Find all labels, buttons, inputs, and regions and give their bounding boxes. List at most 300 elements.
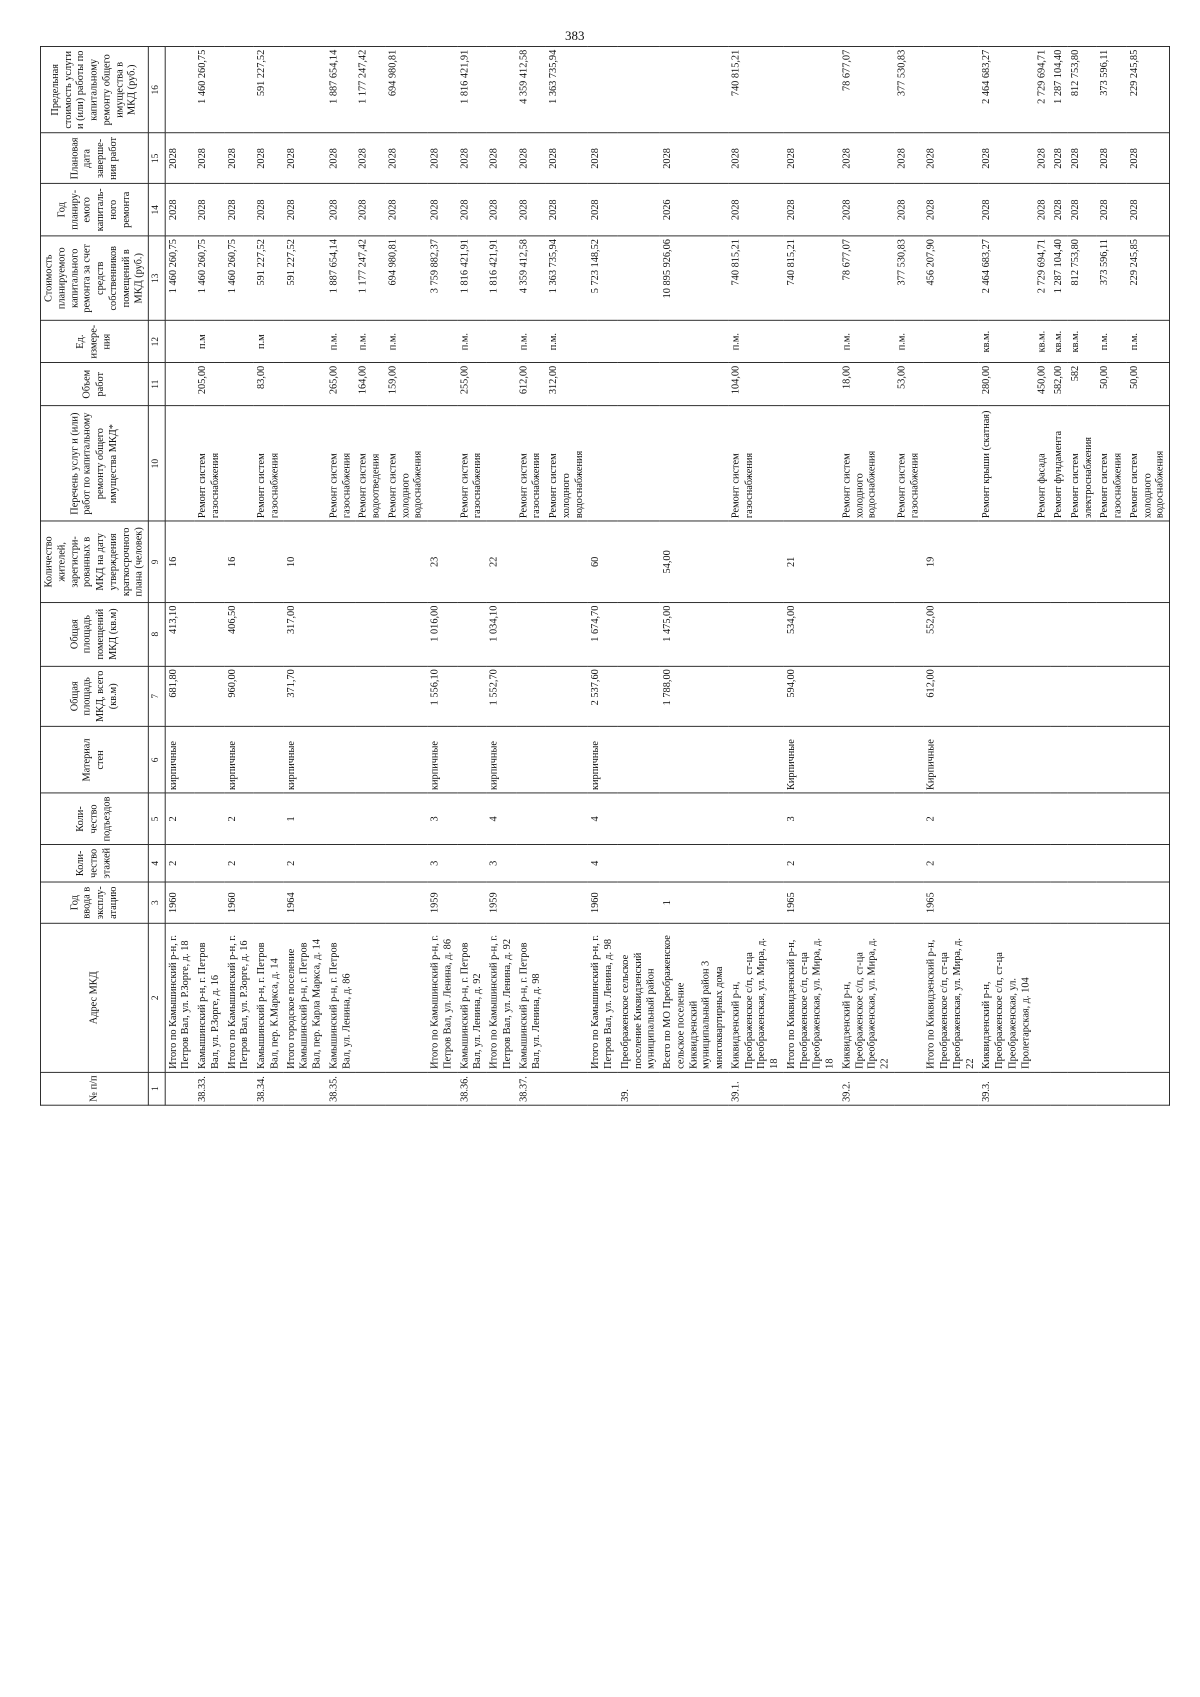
table-row bbox=[588, 46, 618, 1105]
table-cell bbox=[1051, 727, 1068, 794]
table-cell: 53,00 bbox=[894, 363, 924, 406]
table-cell: 2028 bbox=[326, 133, 356, 184]
table-cell bbox=[839, 793, 894, 844]
table-cell: 38.35. bbox=[326, 1072, 356, 1105]
table-row bbox=[355, 46, 385, 1105]
table-cell bbox=[254, 845, 284, 882]
table-cell: п.м. bbox=[1127, 321, 1170, 363]
table-cell bbox=[1127, 602, 1170, 666]
table-cell bbox=[283, 406, 325, 521]
table-cell: 164,00 bbox=[355, 363, 385, 406]
table-cell: 2028 bbox=[516, 133, 546, 184]
table-cell bbox=[979, 727, 1034, 794]
table-cell bbox=[617, 406, 659, 521]
table-row bbox=[617, 46, 659, 1105]
table-cell bbox=[728, 666, 783, 727]
table-cell: 1 363 735,94 bbox=[545, 46, 587, 133]
table-cell: 22 bbox=[486, 521, 516, 602]
table-cell: 2028 bbox=[1051, 184, 1068, 236]
table-cell: 694 980,81 bbox=[385, 46, 427, 133]
table-cell: 371,70 bbox=[283, 666, 325, 727]
table-cell bbox=[617, 184, 659, 236]
table-cell: 2 bbox=[165, 845, 195, 882]
table-cell bbox=[660, 46, 728, 133]
table-cell bbox=[195, 666, 225, 727]
table-cell bbox=[588, 1072, 618, 1105]
table-cell bbox=[924, 363, 979, 406]
table-cell bbox=[545, 666, 587, 727]
table-cell: 2028 bbox=[355, 133, 385, 184]
table-cell bbox=[617, 666, 659, 727]
table-cell: 582 bbox=[1068, 363, 1098, 406]
table-cell bbox=[660, 1072, 728, 1105]
table-cell: 406,50 bbox=[224, 602, 254, 666]
table-cell bbox=[728, 521, 783, 602]
table-cell: п.м bbox=[254, 321, 284, 363]
table-cell: 159,00 bbox=[385, 363, 427, 406]
table-cell bbox=[1127, 727, 1170, 794]
table-cell: 2028 bbox=[1097, 133, 1127, 184]
table-cell: 1 556,10 bbox=[427, 666, 457, 727]
table-cell bbox=[545, 882, 587, 923]
table-cell: 740 815,21 bbox=[728, 46, 783, 133]
table-cell: 413,10 bbox=[165, 602, 195, 666]
table-cell: 2028 bbox=[588, 133, 618, 184]
column-number: 3 bbox=[148, 882, 164, 923]
table-cell: Ремонт систем газоснабжения bbox=[326, 406, 356, 521]
table-cell bbox=[283, 363, 325, 406]
table-cell: 50,00 bbox=[1127, 363, 1170, 406]
table-cell bbox=[728, 793, 783, 844]
table-cell: 78 677,07 bbox=[839, 46, 894, 133]
table-cell: 2 464 683,27 bbox=[979, 46, 1034, 133]
table-cell: п.м. bbox=[1097, 321, 1127, 363]
table-cell: 2028 bbox=[728, 133, 783, 184]
table-cell bbox=[385, 882, 427, 923]
table-cell: 1 475,00 bbox=[660, 602, 728, 666]
table-row bbox=[979, 46, 1034, 1105]
table-cell bbox=[1068, 1072, 1098, 1105]
table-cell: 1 816 421,91 bbox=[457, 236, 487, 321]
table-cell bbox=[1127, 793, 1170, 844]
table-cell: 312,00 bbox=[545, 363, 587, 406]
table-cell bbox=[427, 363, 457, 406]
table-cell: 1 816 421,91 bbox=[486, 236, 516, 321]
table-cell bbox=[1034, 727, 1051, 794]
table-cell bbox=[326, 882, 356, 923]
table-cell bbox=[979, 521, 1034, 602]
table-cell: Ремонт систем холодного водоснабжения bbox=[1127, 406, 1170, 521]
table-cell: п.м. bbox=[839, 321, 894, 363]
table-cell: 2028 bbox=[516, 184, 546, 236]
table-cell bbox=[457, 882, 487, 923]
column-header: Коли-чество подъездов bbox=[40, 793, 148, 844]
table-cell: Итого по Камышинский р-н, г. Петров Вал, ул. Р.Зорге, д. 18 bbox=[165, 923, 195, 1072]
table-cell bbox=[254, 882, 284, 923]
table-cell: 456 207,90 bbox=[924, 236, 979, 321]
table-row bbox=[516, 46, 546, 1105]
table-cell bbox=[457, 666, 487, 727]
table-cell bbox=[839, 602, 894, 666]
table-cell: Ремонт систем газоснабжения bbox=[516, 406, 546, 521]
table-cell: 3 759 882,37 bbox=[427, 236, 457, 321]
table-cell bbox=[254, 666, 284, 727]
table-cell bbox=[588, 321, 618, 363]
table-cell: 612,00 bbox=[516, 363, 546, 406]
table-cell bbox=[427, 321, 457, 363]
table-cell: 2028 bbox=[1068, 184, 1098, 236]
table-cell bbox=[783, 1072, 838, 1105]
table-cell: 1965 bbox=[783, 882, 838, 923]
table-cell: 4 359 412,58 bbox=[516, 46, 546, 133]
table-cell: 16 bbox=[165, 521, 195, 602]
table-cell bbox=[924, 321, 979, 363]
table-cell bbox=[224, 46, 254, 133]
table-cell: п.м. bbox=[355, 321, 385, 363]
table-row bbox=[427, 46, 457, 1105]
table-cell: кв.м. bbox=[1068, 321, 1098, 363]
table-cell bbox=[839, 666, 894, 727]
table-cell: 2028 bbox=[839, 133, 894, 184]
table-cell: 2028 bbox=[1068, 133, 1098, 184]
table-cell: 2028 bbox=[165, 133, 195, 184]
table-cell bbox=[385, 923, 427, 1072]
column-number: 16 bbox=[148, 46, 164, 133]
table-row bbox=[1051, 46, 1068, 1105]
column-header: Количество жителей, зарегистри-рованных в МКД на дату утверждения краткосрочного плана (человек) bbox=[40, 521, 148, 602]
column-header: Общая площадь МКД, всего (кв.м) bbox=[40, 666, 148, 727]
table-cell: 1 460 260,75 bbox=[224, 236, 254, 321]
table-cell bbox=[355, 727, 385, 794]
table-cell bbox=[486, 1072, 516, 1105]
column-number: 8 bbox=[148, 602, 164, 666]
column-header: № п/п bbox=[40, 1072, 148, 1105]
table-cell bbox=[1051, 666, 1068, 727]
table-cell bbox=[924, 1072, 979, 1105]
table-cell: 78 677,07 bbox=[839, 236, 894, 321]
table-cell: 2028 bbox=[783, 184, 838, 236]
table-cell: 2026 bbox=[660, 184, 728, 236]
table-cell: 2028 bbox=[283, 133, 325, 184]
table-cell: 38.36. bbox=[457, 1072, 487, 1105]
table-cell: 377 530,83 bbox=[894, 236, 924, 321]
table-cell: Камышинский р-н, г. Петров Вал, ул. Ленина, д. 92 bbox=[457, 923, 487, 1072]
column-number: 2 bbox=[148, 923, 164, 1072]
table-cell bbox=[457, 521, 487, 602]
table-cell bbox=[588, 406, 618, 521]
table-cell: Камышинский р-н, г. Петров Вал, ул. Р.Зорге, д. 16 bbox=[195, 923, 225, 1072]
column-header: Общая площадь помещений МКД (кв.м) bbox=[40, 602, 148, 666]
table-row bbox=[839, 46, 894, 1105]
table-cell: 591 227,52 bbox=[283, 236, 325, 321]
table-cell: кв.м. bbox=[1051, 321, 1068, 363]
table-cell: 2 464 683,27 bbox=[979, 236, 1034, 321]
table-cell bbox=[839, 521, 894, 602]
table-cell: 1 bbox=[660, 882, 728, 923]
table-cell: 4 359 412,58 bbox=[516, 236, 546, 321]
table-cell: 104,00 bbox=[728, 363, 783, 406]
table-cell: 2028 bbox=[1034, 184, 1051, 236]
table-cell: Камышинский р-н, г. Петров Вал, пер. К.Маркса, д. 14 bbox=[254, 923, 284, 1072]
table-cell: 2 bbox=[224, 793, 254, 844]
table-cell: Ремонт систем холодного водоснабжения bbox=[839, 406, 894, 521]
table-cell: 2 537,60 bbox=[588, 666, 618, 727]
table-cell: 4 bbox=[486, 793, 516, 844]
table-cell bbox=[1034, 521, 1051, 602]
table-cell bbox=[355, 666, 385, 727]
table-row bbox=[283, 46, 325, 1105]
table-cell bbox=[1051, 521, 1068, 602]
table-cell: п.м. bbox=[894, 321, 924, 363]
table-cell bbox=[516, 666, 546, 727]
table-cell: 2028 bbox=[1127, 133, 1170, 184]
table-cell: Ремонт фундамента bbox=[1051, 406, 1068, 521]
table-cell: 38.33. bbox=[195, 1072, 225, 1105]
table-cell: 2 bbox=[924, 845, 979, 882]
table-stage bbox=[40, 46, 1170, 1676]
table-cell: 2028 bbox=[1034, 133, 1051, 184]
table-cell: 377 530,83 bbox=[894, 46, 924, 133]
table-cell bbox=[165, 406, 195, 521]
table-cell: 2 729 694,71 bbox=[1034, 236, 1051, 321]
column-header: Ед. измере-ния bbox=[40, 321, 148, 363]
table-cell bbox=[355, 602, 385, 666]
table-row bbox=[894, 46, 924, 1105]
table-cell bbox=[224, 363, 254, 406]
table-cell: 2028 bbox=[1097, 184, 1127, 236]
table-cell bbox=[195, 793, 225, 844]
table-cell bbox=[385, 1072, 427, 1105]
table-cell: Ремонт систем газоснабжения bbox=[1097, 406, 1127, 521]
table-row bbox=[224, 46, 254, 1105]
table-cell: 4 bbox=[588, 845, 618, 882]
table-cell bbox=[728, 727, 783, 794]
column-number: 13 bbox=[148, 236, 164, 321]
table-cell bbox=[486, 46, 516, 133]
table-cell: Итого по Камышинский р-н, г. Петров Вал, ул. Ленина, д. 86 bbox=[427, 923, 457, 1072]
table-cell: 3 bbox=[486, 845, 516, 882]
table-cell: Ремонт систем газоснабжения bbox=[254, 406, 284, 521]
column-number: 10 bbox=[148, 406, 164, 521]
table-cell bbox=[894, 602, 924, 666]
table-cell: п.м. bbox=[545, 321, 587, 363]
table-row bbox=[1127, 46, 1170, 1105]
table-cell bbox=[894, 521, 924, 602]
table-cell bbox=[1097, 602, 1127, 666]
table-cell: 205,00 bbox=[195, 363, 225, 406]
table-cell bbox=[1051, 882, 1068, 923]
table-cell bbox=[1034, 845, 1051, 882]
table-cell bbox=[1034, 1072, 1051, 1105]
table-body bbox=[165, 46, 1170, 1105]
table-cell bbox=[1097, 845, 1127, 882]
table-cell bbox=[165, 363, 195, 406]
table-cell: п.м. bbox=[516, 321, 546, 363]
column-header: Материал стен bbox=[40, 727, 148, 794]
table-cell: 39. bbox=[617, 1072, 659, 1105]
table-cell: 2028 bbox=[839, 184, 894, 236]
table-cell: 10 895 926,06 bbox=[660, 236, 728, 321]
table-cell bbox=[1034, 602, 1051, 666]
table-cell: Ремонт систем газоснабжения bbox=[195, 406, 225, 521]
table-cell bbox=[1127, 845, 1170, 882]
table-cell bbox=[1068, 521, 1098, 602]
table-cell: кирпичные bbox=[588, 727, 618, 794]
table-cell bbox=[617, 727, 659, 794]
table-row bbox=[783, 46, 838, 1105]
table-cell bbox=[355, 882, 385, 923]
table-cell bbox=[516, 882, 546, 923]
table-cell bbox=[894, 1072, 924, 1105]
table-cell bbox=[326, 727, 356, 794]
table-cell: 38.34. bbox=[254, 1072, 284, 1105]
table-cell bbox=[545, 521, 587, 602]
table-cell bbox=[783, 406, 838, 521]
table-cell: 60 bbox=[588, 521, 618, 602]
column-number: 9 bbox=[148, 521, 164, 602]
table-cell: 1 363 735,94 bbox=[545, 236, 587, 321]
table-cell: 2028 bbox=[588, 184, 618, 236]
table-cell: 373 596,11 bbox=[1097, 236, 1127, 321]
table-cell: 2028 bbox=[427, 184, 457, 236]
table-cell bbox=[355, 521, 385, 602]
table-cell: 2 bbox=[165, 793, 195, 844]
table-cell: 960,00 bbox=[224, 666, 254, 727]
table-cell: кирпичные bbox=[283, 727, 325, 794]
table-cell bbox=[617, 521, 659, 602]
table-cell: 1965 bbox=[924, 882, 979, 923]
table-row bbox=[254, 46, 284, 1105]
table-cell bbox=[283, 46, 325, 133]
table-cell: 1 460 260,75 bbox=[195, 236, 225, 321]
table-cell bbox=[617, 882, 659, 923]
table-cell: Итого по Киквидзенский р-н, Преображенское с/п, ст-ца Преображенская, ул. Мира, д. 18 bbox=[783, 923, 838, 1072]
table-cell bbox=[617, 321, 659, 363]
table-cell bbox=[894, 845, 924, 882]
table-row bbox=[1097, 46, 1127, 1105]
table-row bbox=[326, 46, 356, 1105]
table-cell: Камышинский р-н, г. Петров Вал, ул. Ленина, д. 98 bbox=[516, 923, 546, 1072]
table-cell bbox=[195, 882, 225, 923]
table-cell bbox=[1068, 882, 1098, 923]
table-cell bbox=[195, 845, 225, 882]
table-cell: 1 287 104,40 bbox=[1051, 236, 1068, 321]
table-cell bbox=[224, 1072, 254, 1105]
table-cell: 2028 bbox=[326, 184, 356, 236]
column-header: Адрес МКД bbox=[40, 923, 148, 1072]
table-cell bbox=[979, 845, 1034, 882]
table-cell: 694 980,81 bbox=[385, 236, 427, 321]
table-cell bbox=[283, 1072, 325, 1105]
table-cell: 54,00 bbox=[660, 521, 728, 602]
table-cell: 2028 bbox=[486, 133, 516, 184]
table-cell: 1 887 654,14 bbox=[326, 46, 356, 133]
table-cell: 3 bbox=[427, 793, 457, 844]
table-cell bbox=[545, 727, 587, 794]
table-cell: Всего по МО Преображенское сельское поселение Киквидзенский муниципальный район 3 многоквартирных дома bbox=[660, 923, 728, 1072]
table-cell: 2028 bbox=[545, 133, 587, 184]
table-cell: Ремонт систем холодного водоснабжения bbox=[545, 406, 587, 521]
table-cell: 2028 bbox=[254, 133, 284, 184]
table-cell: 2028 bbox=[427, 133, 457, 184]
table-cell: 255,00 bbox=[457, 363, 487, 406]
table-cell: 534,00 bbox=[783, 602, 838, 666]
table-cell: Итого по Киквидзенский р-н, Преображенское с/п, ст-ца Преображенская, ул. Мира, д. 22 bbox=[924, 923, 979, 1072]
table-cell: 2028 bbox=[385, 133, 427, 184]
table-cell: 16 bbox=[224, 521, 254, 602]
table-row bbox=[165, 46, 195, 1105]
table-cell: 5 723 148,52 bbox=[588, 236, 618, 321]
table-cell bbox=[1097, 1072, 1127, 1105]
table-row bbox=[1034, 46, 1051, 1105]
table-cell: 39.1. bbox=[728, 1072, 783, 1105]
table-cell bbox=[660, 363, 728, 406]
table-cell bbox=[326, 666, 356, 727]
table-cell: 229 245,85 bbox=[1127, 236, 1170, 321]
table-cell: 582,00 bbox=[1051, 363, 1068, 406]
table-cell: 812 753,80 bbox=[1068, 236, 1098, 321]
table-cell: п.м. bbox=[326, 321, 356, 363]
table-row bbox=[486, 46, 516, 1105]
table-cell bbox=[660, 727, 728, 794]
table-cell bbox=[427, 406, 457, 521]
table-cell: Киквидзенский р-н, Преображенское с/п, ст-ца Преображенская, ул. Мира, д. 18 bbox=[728, 923, 783, 1072]
table-cell bbox=[1051, 793, 1068, 844]
table-cell bbox=[1097, 666, 1127, 727]
table-cell bbox=[728, 845, 783, 882]
table-cell: 83,00 bbox=[254, 363, 284, 406]
table-cell: п.м bbox=[195, 321, 225, 363]
table-cell: 2028 bbox=[924, 133, 979, 184]
table-cell bbox=[427, 1072, 457, 1105]
table-cell bbox=[979, 882, 1034, 923]
column-number: 1 bbox=[148, 1072, 164, 1105]
table-cell: кирпичные bbox=[224, 727, 254, 794]
table-cell: Ремонт систем холодного водоснабжения bbox=[385, 406, 427, 521]
table-cell: 2028 bbox=[457, 184, 487, 236]
table-cell: Итого по Камышинский р-н, г. Петров Вал, ул. Ленина, д. 92 bbox=[486, 923, 516, 1072]
table-cell bbox=[283, 321, 325, 363]
table-cell bbox=[783, 321, 838, 363]
table-cell: Киквидзенский р-н, Преображенское с/п, ст-ца Преображенская, ул. Мира, д. 22 bbox=[839, 923, 894, 1072]
column-number: 7 bbox=[148, 666, 164, 727]
table-cell: Ремонт систем газоснабжения bbox=[894, 406, 924, 521]
column-header: Объем работ bbox=[40, 363, 148, 406]
table-cell: 2028 bbox=[979, 133, 1034, 184]
table-cell bbox=[839, 845, 894, 882]
table-cell: Итого городское поселение Камышинский р-н, г. Петров Вал, пер. Карла Маркса, д. 14 bbox=[283, 923, 325, 1072]
table-cell: 38.37. bbox=[516, 1072, 546, 1105]
table-cell: 23 bbox=[427, 521, 457, 602]
table-cell bbox=[355, 845, 385, 882]
table-cell bbox=[617, 845, 659, 882]
table-cell bbox=[254, 521, 284, 602]
column-number: 12 bbox=[148, 321, 164, 363]
table-cell bbox=[588, 46, 618, 133]
table-cell bbox=[660, 845, 728, 882]
table-cell bbox=[1097, 727, 1127, 794]
table-cell: Кирпичные bbox=[783, 727, 838, 794]
table-cell: Киквидзенский р-н, Преображенское с/п, ст-ца Преображенская, ул. Пролетарская, д. 104 bbox=[979, 923, 1034, 1072]
table-cell: 450,00 bbox=[1034, 363, 1051, 406]
table-cell: 2 bbox=[283, 845, 325, 882]
table-cell bbox=[1068, 923, 1098, 1072]
table-cell: 1959 bbox=[427, 882, 457, 923]
page-number: 383 bbox=[565, 28, 585, 43]
table-cell bbox=[195, 521, 225, 602]
table-cell: кв.м. bbox=[979, 321, 1034, 363]
table-cell: 1 887 654,14 bbox=[326, 236, 356, 321]
